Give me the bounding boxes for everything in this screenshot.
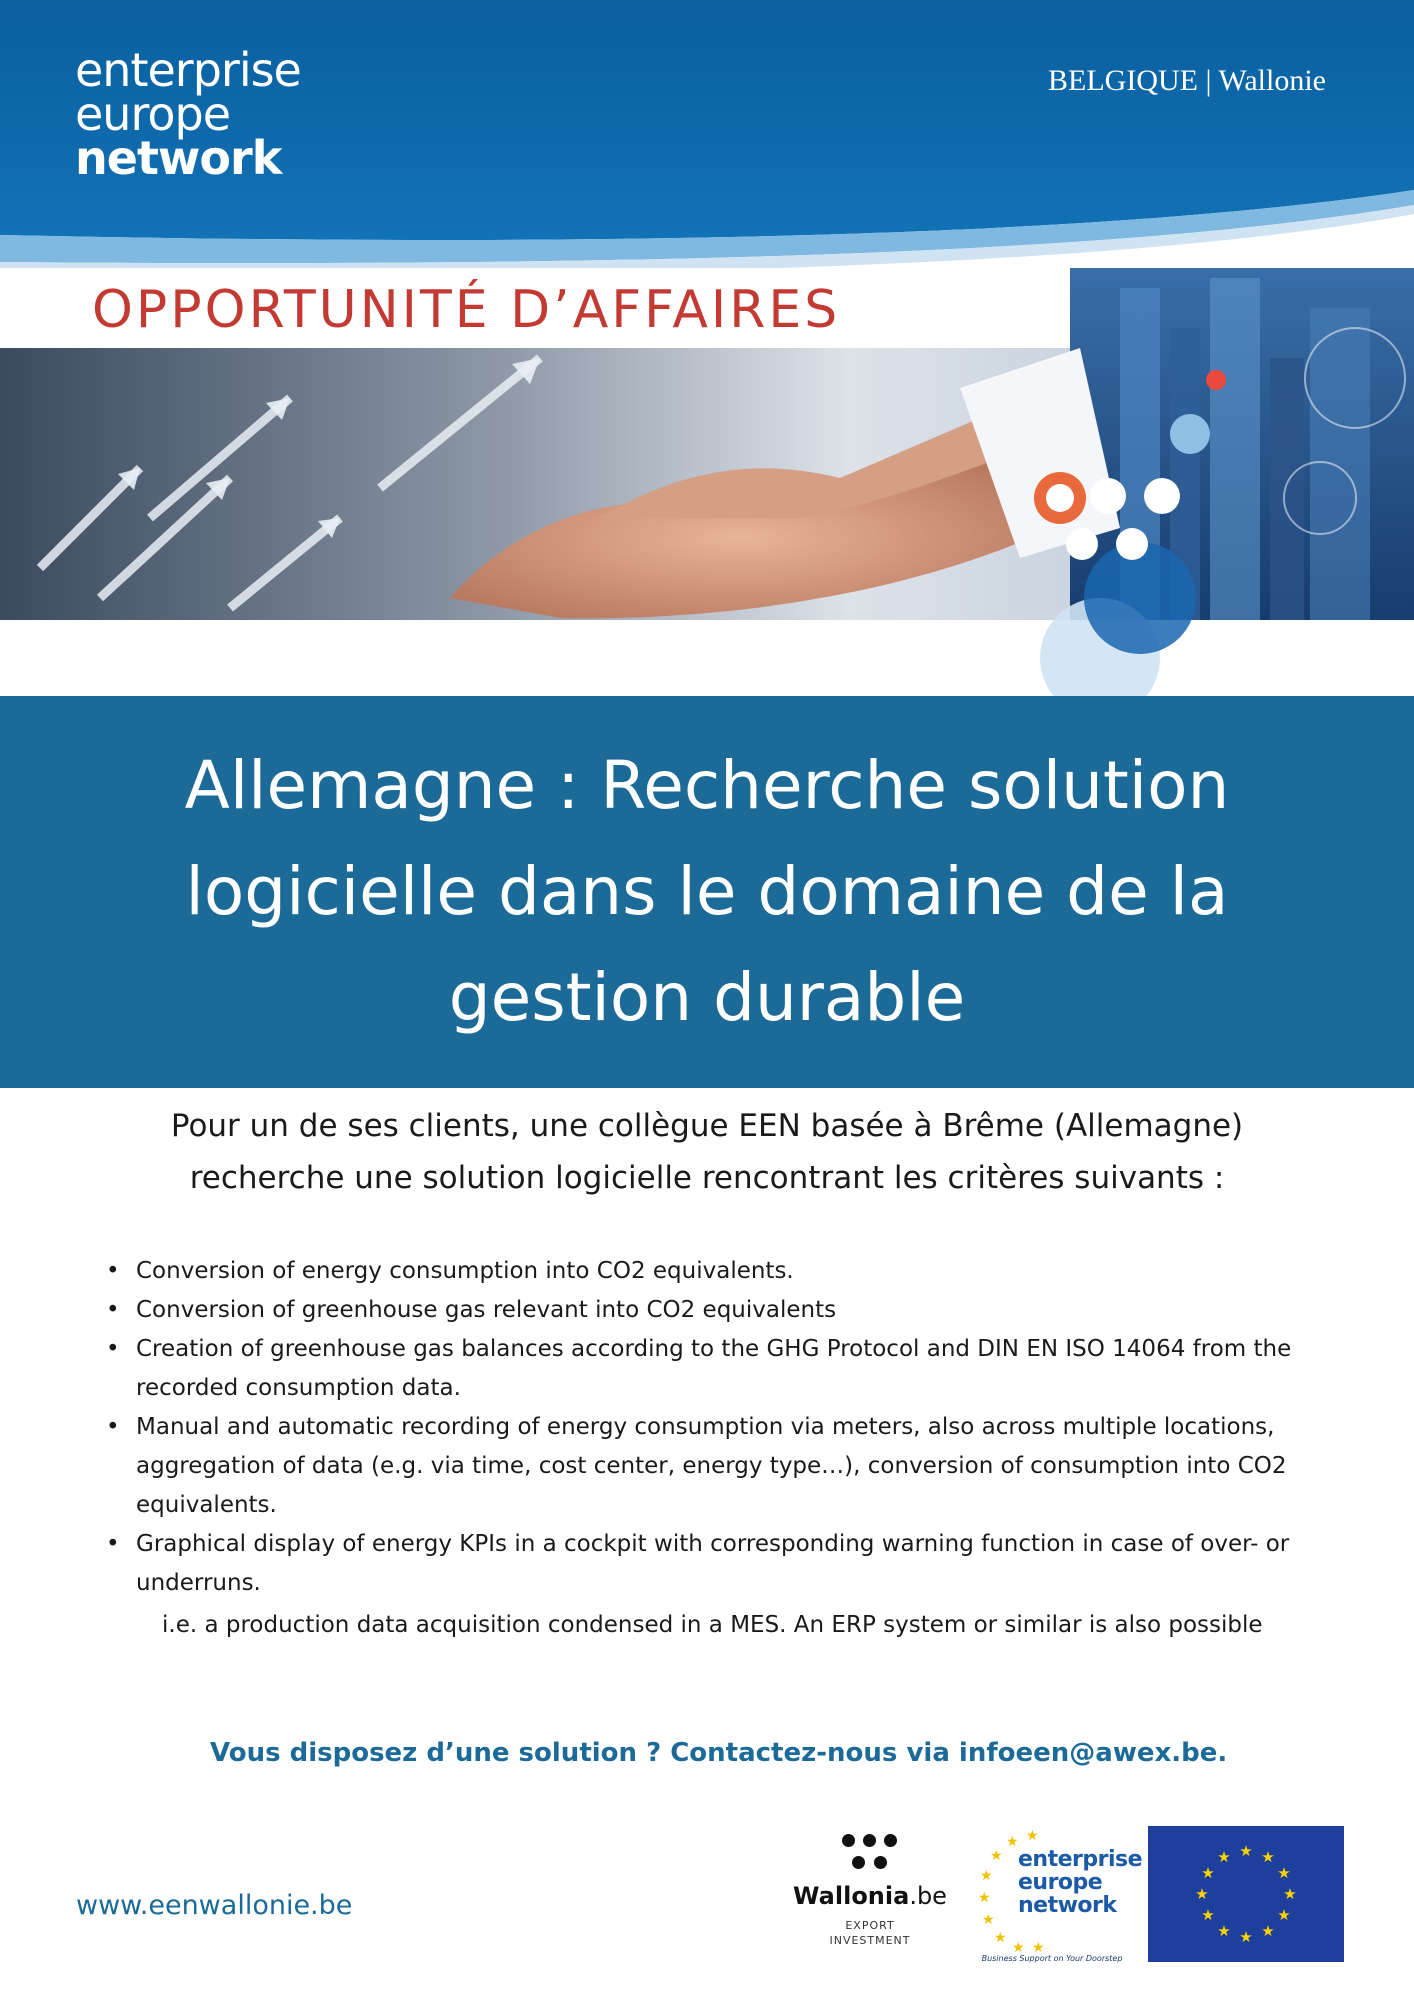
svg-text:★: ★ bbox=[1261, 1922, 1275, 1940]
een-tagline: Business Support on Your Doorstep bbox=[981, 1954, 1123, 1963]
een-small-logo bbox=[976, 1826, 1143, 1966]
svg-text:★: ★ bbox=[980, 1868, 993, 1884]
svg-text:★: ★ bbox=[1217, 1922, 1231, 1940]
een-logo bbox=[75, 43, 301, 185]
list-item: • Graphical display of energy KPIs in a cockpit with corresponding warning function in case of over- or underruns. bbox=[100, 1525, 1340, 1603]
note-text: i.e. a production data acquisition condensed in a MES. An ERP system or similar is also possible bbox=[162, 1612, 1263, 1638]
region-label: BELGIQUE | Wallonie bbox=[1048, 64, 1326, 97]
een-small-text: enterprise europe network bbox=[1018, 1847, 1143, 1918]
logo-line-enterprise: enterprise bbox=[75, 43, 301, 97]
svg-text:★: ★ bbox=[1201, 1864, 1215, 1882]
header bbox=[0, 0, 1414, 280]
svg-text:★: ★ bbox=[994, 1930, 1007, 1946]
svg-text:★: ★ bbox=[1006, 1834, 1019, 1850]
banner-title: OPPORTUNITÉ D’AFFAIRES bbox=[92, 280, 841, 340]
wallonia-name: Wallonia.be bbox=[793, 1882, 947, 1910]
eu-flag-icon bbox=[1148, 1826, 1344, 1962]
website-link[interactable]: www.eenwallonie.be bbox=[76, 1890, 353, 1921]
svg-text:★: ★ bbox=[1239, 1842, 1253, 1860]
svg-text:★: ★ bbox=[1283, 1885, 1297, 1903]
banner-image bbox=[0, 268, 1414, 700]
list-item: • Conversion of greenhouse gas relevant into CO2 equivalents bbox=[100, 1291, 1340, 1330]
svg-text:★: ★ bbox=[1239, 1928, 1253, 1946]
svg-text:★: ★ bbox=[982, 1912, 995, 1928]
svg-text:★: ★ bbox=[1032, 1940, 1045, 1954]
wallonia-sub: EXPORT INVESTMENT bbox=[829, 1919, 911, 1947]
svg-text:★: ★ bbox=[1261, 1848, 1275, 1866]
page-title: Allemagne : Recherche solution logicielle dans le domaine de la gestion durable bbox=[184, 747, 1230, 1036]
svg-text:★: ★ bbox=[1217, 1848, 1231, 1866]
intro-text: Pour un de ses clients, une collègue EEN basée à Brême (Allemagne) recherche une solution logicielle rencontrant les critères suivants : bbox=[170, 1108, 1244, 1196]
list-item: • Creation of greenhouse gas balances according to the GHG Protocol and DIN EN ISO 14064 from the recorded consumption data. bbox=[100, 1330, 1340, 1408]
svg-text:★: ★ bbox=[1195, 1885, 1209, 1903]
logo-line-network: network bbox=[75, 131, 282, 185]
svg-text:★: ★ bbox=[1277, 1906, 1291, 1924]
wallonia-logo bbox=[790, 1830, 950, 1960]
svg-text:★: ★ bbox=[1026, 1828, 1039, 1844]
svg-text:★: ★ bbox=[1012, 1940, 1025, 1954]
svg-text:★: ★ bbox=[990, 1848, 1003, 1864]
list-item: • Conversion of energy consumption into CO2 equivalents. bbox=[100, 1252, 1340, 1291]
logo-line-europe: europe bbox=[75, 87, 230, 141]
criteria-list bbox=[100, 1252, 1340, 1603]
wallonia-dots-icon bbox=[838, 1830, 902, 1876]
svg-text:★: ★ bbox=[1201, 1906, 1215, 1924]
list-item: • Manual and automatic recording of energy consumption via meters, also across multiple locations, aggregation of data (e.g. via time, cost center, energy type…), conversion of consumption into CO2 equivalents. bbox=[100, 1408, 1340, 1525]
svg-text:★: ★ bbox=[1277, 1864, 1291, 1882]
title-band bbox=[0, 696, 1414, 1088]
svg-text:★: ★ bbox=[978, 1890, 991, 1906]
contact-call-to-action[interactable]: Vous disposez d’une solution ? Contactez-nous via infoeen@awex.be. bbox=[210, 1738, 1228, 1768]
